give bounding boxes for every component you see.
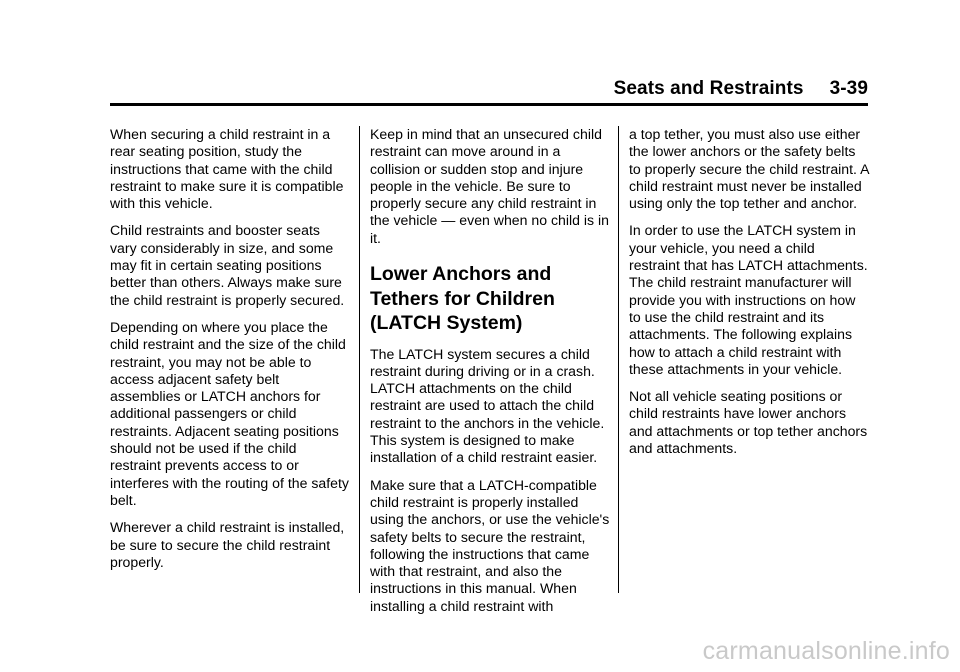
page-header	[110, 78, 868, 106]
column-1	[110, 126, 350, 581]
paragraph: Child restraints and booster seats vary considerably in size, and some may fit in certain seating positions better than others. Always make sure the child restraint is properly secured.	[110, 222, 345, 308]
page-number: 3-39	[829, 78, 868, 99]
column-divider	[618, 126, 619, 593]
paragraph: Depending on where you place the child restraint and the size of the child restraint, you may not be able to access adjacent safety belt assemblies or LATCH anchors for additional passengers or child restraints. Adjacent seating positions should not be used if the child restraint prevents access to or interferes with the routing of the safety belt.	[110, 318, 349, 508]
column-divider	[359, 126, 360, 593]
paragraph: Not all vehicle seating positions or child restraints have lower anchors and attachments or top tether anchors and attachments.	[629, 388, 868, 457]
column-2	[370, 126, 610, 625]
column-3	[629, 126, 869, 467]
watermark: carmanualsonline.info	[702, 637, 950, 665]
paragraph: Make sure that a LATCH-compatible child restraint is properly installed using the anchors, or use the vehicle's safety belts to secure the restraint, following the instructions that came with that restraint, and also the instructions in this manual. When installing a child restraint with	[370, 476, 610, 614]
running-header	[614, 78, 868, 100]
paragraph: a top tether, you must also use either the lower anchors or the safety belts to properly secure the child restraint. A child restraint must never be installed using only the top tether and anchor.	[629, 126, 869, 212]
paragraph: Wherever a child restraint is installed, be sure to secure the child restraint properly.	[110, 519, 345, 570]
paragraph: When securing a child restraint in a rear seating position, study the instructions that came with the child restraint to make sure it is compatible with this vehicle.	[110, 126, 344, 212]
header-rule	[110, 103, 868, 106]
paragraph: Keep in mind that an unsecured child restraint can move around in a collision or sudden stop and injure people in the vehicle. Be sure to properly secure any child restraint in the vehicle — even when no child is in it.	[370, 126, 609, 246]
paragraph: In order to use the LATCH system in your vehicle, you need a child restraint that has LATCH attachments. The child restraint manufacturer will provide you with instructions on how to use the child restraint and its attachments. The following explains how to attach a child restraint with these attachments in your vehicle.	[629, 222, 868, 377]
section-title: Seats and Restraints	[613, 78, 804, 99]
section-heading: Lower Anchors and Tethers for Children (LATCH System)	[370, 263, 555, 335]
paragraph: The LATCH system secures a child restraint during driving or in a crash. LATCH attachments on the child restraint are used to attach the child restraint to the anchors in the vehicle. This system is designed to make installation of a child restraint easier.	[370, 345, 605, 466]
